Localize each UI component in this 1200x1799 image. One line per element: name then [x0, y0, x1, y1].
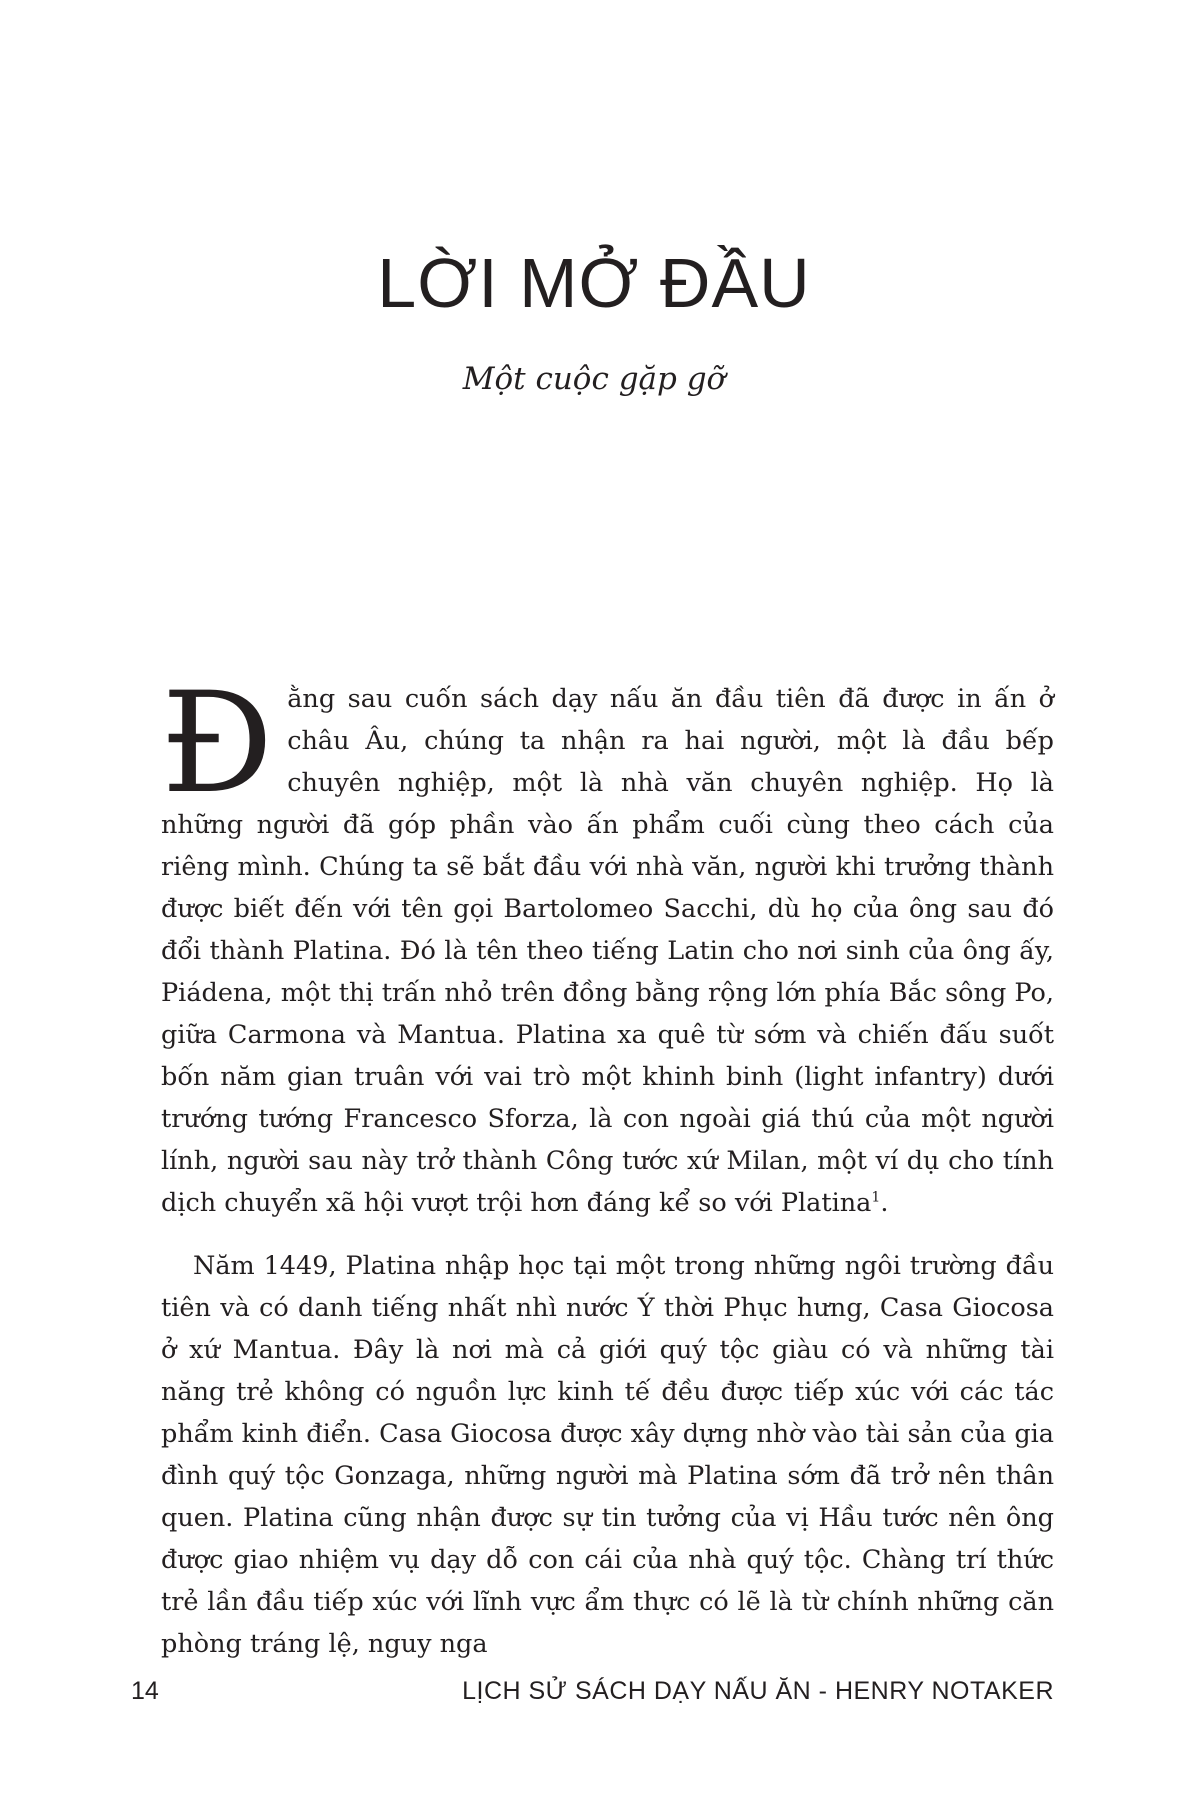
paragraph-1-text: ằng sau cuốn sách dạy nấu ăn đầu tiên đã được in ấn ở châu Âu, chúng ta nhận ra hai người, một là đầu bếp chuyên nghiệp, một là nhà văn chuyên nghiệp. Họ là những người đã góp phần vào ấn phẩm cuối cùng theo cách của riêng mình. Chúng ta sẽ bắt đầu với nhà văn, người khi trưởng thành được biết đến với tên gọi Bartolomeo Sacchi, dù họ của ông sau đó đổi thành Platina. Đó là tên theo tiếng Latin cho nơi sinh của ông ấy, Piádena, một thị trấn nhỏ trên đồng bằng rộng lớn phía Bắc sông Po, giữa Carmona và Mantua. Platina xa quê từ sớm và chiến đấu suốt bốn năm gian truân với vai trò một khinh binh (light infantry) dưới trướng tướng Francesco Sforza, là con ngoài giá thú của một người lính, người sau này trở thành Công tước xứ Milan, một ví dụ cho tính dịch chuyển xã hội vượt trội hơn đáng kể so với Platina — [161, 684, 1054, 1218]
body-text — [161, 662, 1054, 1665]
chapter-subtitle: Một cuộc gặp gỡ — [462, 361, 726, 397]
footnote-reference[interactable]: 1 — [871, 1189, 881, 1206]
paragraph-1 — [161, 662, 1054, 1224]
chapter-title: LỜI MỞ ĐẦU — [377, 244, 811, 322]
running-title: LỊCH SỬ SÁCH DẠY NẤU ĂN - HENRY NOTAKER — [462, 1677, 1054, 1705]
paragraph-1-end: . — [880, 1188, 889, 1218]
drop-cap: Đ — [161, 662, 274, 824]
paragraph-2: Năm 1449, Platina nhập học tại một trong những ngôi trường đầu tiên và có danh tiếng nhất nhì nước Ý thời Phục hưng, Casa Giocosa ở xứ Mantua. Đây là nơi mà cả giới quý tộc giàu có và những tài năng trẻ không có nguồn lực kinh tế đều được tiếp xúc với các tác phẩm kinh điển. Casa Giocosa được xây dựng nhờ vào tài sản của gia đình quý tộc Gonzaga, những người mà Platina sớm đã trở nên thân quen. Platina cũng nhận được sự tin tưởng của vị Hầu tước nên ông được giao nhiệm vụ dạy dỗ con cái của nhà quý tộc. Chàng trí thức trẻ lần đầu tiếp xúc với lĩnh vực ẩm thực có lẽ là từ chính những căn phòng tráng lệ, nguy nga — [161, 1251, 1054, 1659]
page-number: 14 — [131, 1677, 159, 1705]
